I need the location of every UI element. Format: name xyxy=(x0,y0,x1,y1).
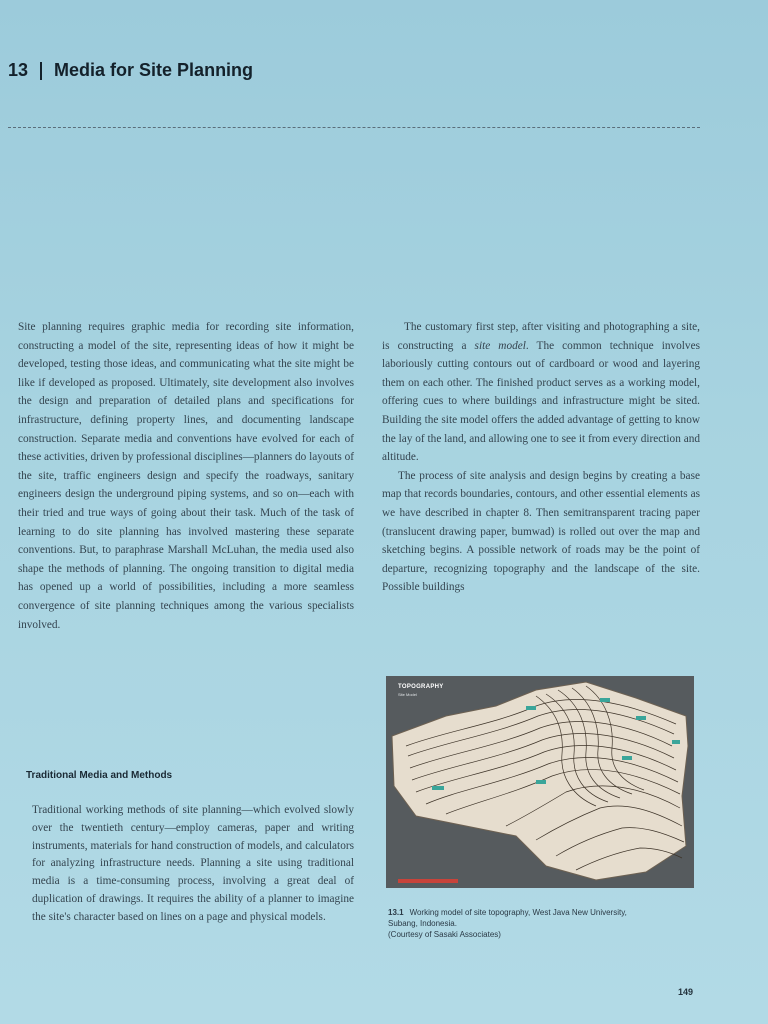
right-paragraph-2: The process of site analysis and design begins by creating a base map that records boundaries, contours, and other essential elements as we have described in chapter 8. Then semitransparent tracing paper (translucent drawing paper, bumwad) is rolled out over the map and sketching begins. A possible network of roads may be the point of departure, recognizing topography and the landscape of the site. Possible buildings xyxy=(382,469,700,594)
right-column xyxy=(382,318,700,597)
chapter-title: Media for Site Planning xyxy=(54,60,254,80)
caption-number: 13.1 xyxy=(388,908,404,917)
intro-paragraph: Site planning requires graphic media for recording site information, constructing a model of the site, representing ideas of how it might be developed, testing those ideas, and communicating what the site might be like if developed as proposed. Ultimately, site development also involves the design and preparation of detailed plans and specifications for infrastructure, defining property lines, and documenting landscape construction. Separate media and conventions have evolved for each of these activities, driven by professional disciplines—planners do layouts of the site, traffic engineers design and specify the roadways, sanitary engineers design the underground piping systems, and so on—each with their tried and true ways of going about their task. Much of the task of learning to do site planning has involved mastering these separate conventions. But, to paraphrase Marshall McLuhan, the media used also shape the methods of planning. The ongoing transition to digital media has opened up a world of possibilities, including a more seamless convergence of site planning techniques among the various specialists involved. xyxy=(18,321,355,631)
figure-label: TOPOGRAPHY xyxy=(398,684,444,690)
header-divider xyxy=(40,62,42,80)
figure-sublabel: Site Model xyxy=(398,692,417,697)
caption-credit: (Courtesy of Sasaki Associates) xyxy=(388,930,501,939)
site-model-term: site model xyxy=(474,339,526,352)
site-model-photo xyxy=(386,676,694,888)
section-body xyxy=(32,802,354,927)
dashed-rule xyxy=(8,127,700,128)
chapter-header xyxy=(8,60,253,81)
chapter-number: 13 xyxy=(8,60,29,80)
section-paragraph: Traditional working methods of site planning—which evolved slowly over the twentieth century—employ cameras, paper and writing instruments, materials for hand construction of models, and calculators for analyzing infrastructure needs. Planning a site using traditional media is a time-consuming process, involving a great deal of duplication of drawings. It requires the ability of a planner to imagine the site's character based on lines on a page and physical models. xyxy=(32,804,354,923)
left-column xyxy=(18,318,354,634)
topography-model-illustration xyxy=(386,676,694,888)
section-heading: Traditional Media and Methods xyxy=(26,770,173,781)
caption-line-2: Subang, Indonesia. xyxy=(388,919,457,928)
page-number: 149 xyxy=(678,987,694,997)
right-paragraph-1: The customary first step, after visiting and photographing a site, is constructing a site model. The common technique involves laboriously cutting contours out of cardboard or wood and layering them on each other. The finished product serves as a working model, offering cues to where buildings and infrastructure might be sited. Building the site model offers the added advantage of getting to know the lay of the land, and allowing one to see it from every direction and altitude. xyxy=(382,321,700,464)
caption-line-1: Working model of site topography, West Java New University, xyxy=(409,908,627,917)
figure-caption xyxy=(388,907,698,940)
